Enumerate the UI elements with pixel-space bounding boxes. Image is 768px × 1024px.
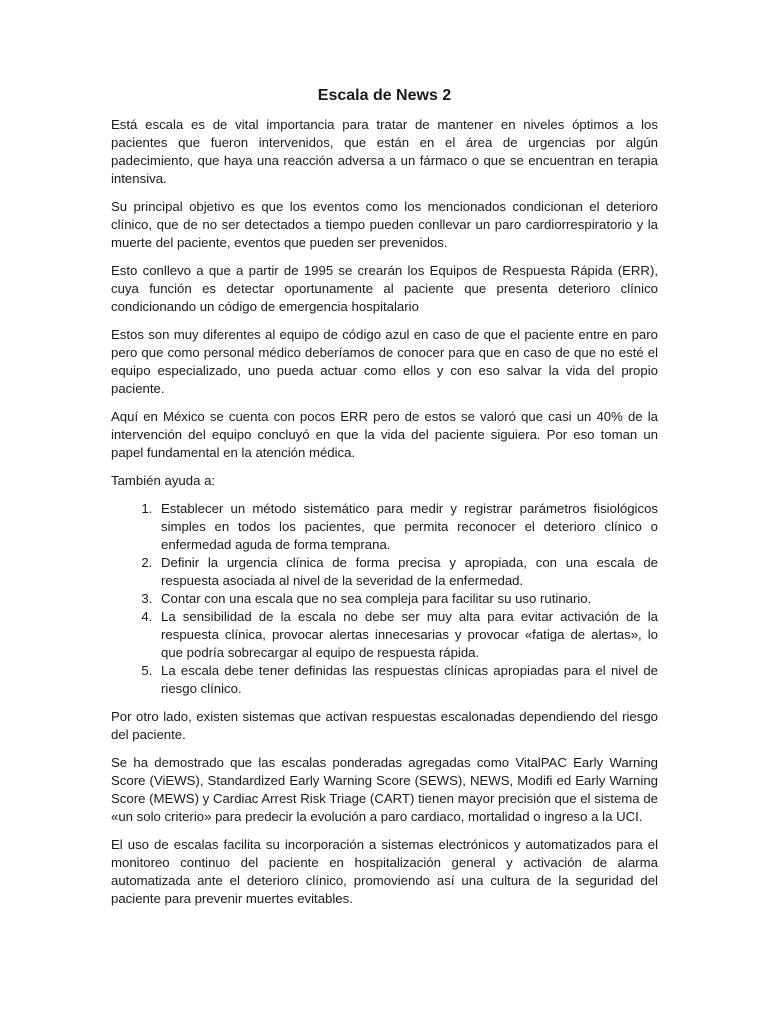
paragraph: Su principal objetivo es que los eventos como los mencionados condicionan el deterioro clínico, que de no ser detectados a tiempo pueden conllevar un paro cardiorrespiratorio y la muerte del paciente, eventos que pueden ser prevenidos. bbox=[111, 199, 658, 250]
list-item: 5. La escala debe tener definidas las respuestas clínicas apropiadas para el nivel de riesgo clínico. bbox=[156, 662, 658, 698]
list-item: 3. Contar con una escala que no sea compleja para facilitar su uso rutinario. bbox=[156, 590, 658, 608]
document-title: Escala de News 2 bbox=[317, 87, 452, 104]
paragraph: Estos son muy diferentes al equipo de código azul en caso de que el paciente entre en paro pero que como personal médico deberíamos de conocer para que en caso de que no esté el equipo especializado, uno pueda actuar como ellos y con eso salvar la vida del propio paciente. bbox=[111, 327, 658, 396]
paragraph: El uso de escalas facilita su incorporación a sistemas electrónicos y automatizados para el monitoreo continuo del paciente en hospitalización general y activación de alarma automatizada ante el deterioro clínico, promoviendo así una cultura de la seguridad del paciente para prevenir muertes evitables. bbox=[111, 837, 658, 906]
list-item: 4. La sensibilidad de la escala no debe ser muy alta para evitar activación de la respuesta clínica, provocar alertas innecesarias y provocar «fatiga de alertas», lo que podría sobrecargar al equipo de respuesta rápida. bbox=[156, 608, 658, 662]
paragraph: Esto conllevo a que a partir de 1995 se crearán los Equipos de Respuesta Rápida (ERR), cuya función es detectar oportunamente al paciente que presenta deterioro clínico condicionando un código de emergencia hospitalario bbox=[111, 263, 658, 314]
list-intro: También ayuda a: bbox=[111, 473, 216, 488]
paragraph: Se ha demostrado que las escalas ponderadas agregadas como VitalPAC Early Warning Score (ViEWS), Standardized Early Warning Score (SEWS), NEWS, Modifi ed Early Warning Score (MEWS) y Cardiac Arrest Risk Triage (CART) tienen mayor precisión que el sistema de «un solo criterio» para predecir la evolución a paro cardiaco, mortalidad o ingreso a la UCI. bbox=[111, 755, 658, 824]
list-item: 1. Establecer un método sistemático para medir y registrar parámetros fisiológicos simples en todos los pacientes, que permita reconocer el deterioro clínico o enfermedad aguda de forma temprana. bbox=[156, 500, 658, 554]
paragraph: Aquí en México se cuenta con pocos ERR pero de estos se valoró que casi un 40% de la intervención del equipo concluyó en que la vida del paciente siguiera. Por eso toman un papel fundamental en la atención médica. bbox=[111, 409, 658, 460]
numbered-list bbox=[111, 500, 658, 698]
paragraph: Por otro lado, existen sistemas que activan respuestas escalonadas dependiendo del riesgo del paciente. bbox=[111, 709, 658, 742]
list-item: 2. Definir la urgencia clínica de forma precisa y apropiada, con una escala de respuesta asociada al nivel de la severidad de la enfermedad. bbox=[156, 554, 658, 590]
paragraph: Está escala es de vital importancia para tratar de mantener en niveles óptimos a los pacientes que fueron intervenidos, que están en el área de urgencias por algún padecimiento, que haya una reacción adversa a un fármaco o que se encuentran en terapia intensiva. bbox=[111, 117, 658, 186]
